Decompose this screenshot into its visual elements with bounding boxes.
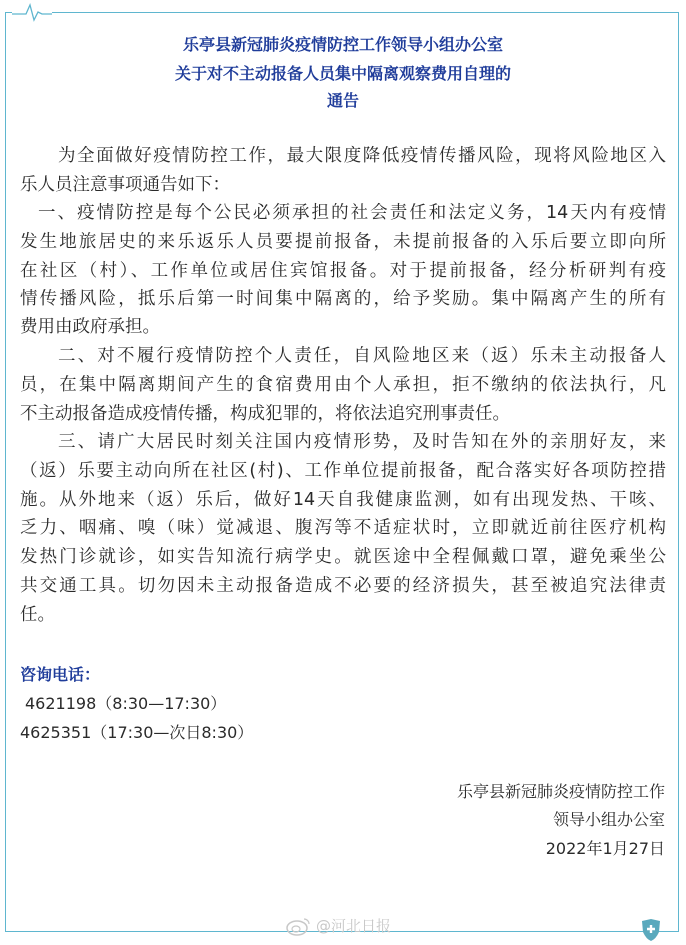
signature-org-line-1: 乐亭县新冠肺炎疫情防控工作 (456, 782, 665, 801)
body-line: 员，在集中隔离期间产生的食宿费用由个人承担，拒不缴纳的依法执行，凡 (20, 375, 666, 395)
body-line: 乐人员注意事项通告如下： (20, 175, 230, 195)
title-line-3: 通告 (326, 91, 359, 110)
body-line: 在社区（村）、工作单位或居住宾馆报备。对于提前报备，经分析研判有疫 (20, 261, 666, 281)
body-line: 施。从外地来（返）乐后，做好14天自我健康监测，如有出现发热、干咳、 (20, 490, 666, 510)
signature-org-line-2: 领导小组办公室 (552, 810, 665, 829)
body-line: 乏力、咽痛、嗅（味）觉减退、腹泻等不适症状时，立即就近前往医疗机构 (20, 518, 666, 538)
heartbeat-line-icon (12, 2, 52, 22)
watermark (286, 915, 391, 936)
phone-day: 4621198（8:30—17:30） (25, 694, 227, 713)
body-line: 三、请广大居民时刻关注国内疫情形势，及时告知在外的亲朋好友，来 (58, 432, 666, 452)
body-line: 情传播风险，抵乐后第一时间集中隔离的，给予奖励。集中隔离产生的所有 (20, 289, 666, 309)
phone-night: 4625351（17:30—次日8:30） (20, 723, 254, 742)
body-line: （返）乐要主动向所在社区(村)、工作单位提前报备，配合落实好各项防控措 (20, 461, 666, 481)
weibo-icon (286, 916, 312, 936)
watermark-text: @河北日报 (316, 917, 392, 935)
body-line: 发生地旅居史的来乐返乐人员要提前报备，未提前报备的入乐后要立即向所 (20, 232, 666, 252)
contact-label: 咨询电话： (20, 665, 101, 684)
body-line: 一、疫情防控是每个公民必须承担的社会责任和法定义务，14天内有疫情 (38, 203, 666, 223)
body-line: 发热门诊就诊，如实告知流行病学史。就医途中全程佩戴口罩，避免乘坐公 (20, 547, 666, 567)
title-line-2: 关于对不主动报备人员集中隔离观察费用自理的 (174, 64, 511, 83)
title-line-1: 乐亭县新冠肺炎疫情防控工作领导小组办公室 (182, 35, 503, 54)
body-line: 二、对不履行疫情防控个人责任，自风险地区来（返）乐未主动报备人 (58, 346, 666, 366)
shield-plus-icon (640, 918, 662, 942)
body-line: 不主动报备造成疫情传播，构成犯罪的，将依法追究刑事责任。 (20, 404, 510, 424)
body-line: 费用由政府承担。 (20, 317, 160, 337)
body-line: 为全面做好疫情防控工作，最大限度降低疫情传播风险，现将风险地区入 (58, 146, 666, 166)
body-line: 任。 (20, 605, 55, 625)
signature-date: 2022年1月27日 (545, 839, 665, 858)
body-line: 共交通工具。切勿因未主动报备造成不必要的经济损失，甚至被追究法律责 (20, 576, 666, 596)
